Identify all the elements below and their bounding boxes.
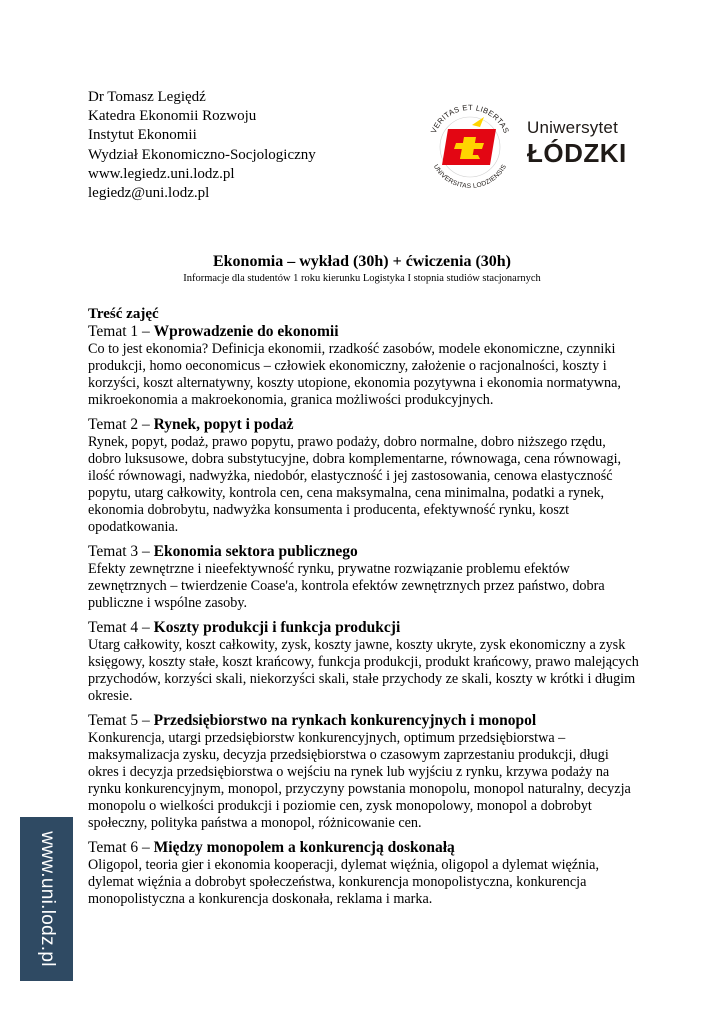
topic-heading (88, 712, 640, 730)
topic-title: Rynek, popyt i podaż (153, 416, 294, 433)
topic-1 (88, 323, 640, 409)
topic-title: Wprowadzenie do ekonomii (153, 323, 339, 340)
topic-2 (88, 416, 640, 536)
topic-6 (88, 839, 640, 908)
university-name-logo (527, 118, 627, 168)
seal-motto-top: VERITAS ET LIBERTAS (428, 102, 512, 135)
topic-heading (88, 619, 640, 637)
topic-4 (88, 619, 640, 705)
university-website-text: www.uni.lodz.pl (36, 831, 58, 967)
topic-body: Oligopol, teoria gier i ekonomia kooperacji, dylemat więźnia, oligopol a dylemat więźnia, dylemat więźnia a dobrobyt społeczeństwa, konkurencja monopolistyczna, konkurencja monopolistyczna a konkurencja doskonała, reklama i marka. (88, 857, 599, 907)
topic-title: Między monopolem a konkurencją doskonałą (153, 839, 455, 856)
topic-heading (88, 416, 640, 434)
topic-body: Utarg całkowity, koszt całkowity, zysk, koszty jawne, koszty ukryte, zysk ekonomiczny a zysk księgowy, koszty stałe, koszt krańcowy, funkcja produkcji, produkt krańcowy, prawo malejących przychodów, korzyści skali, niekorzyści skali, stałe przychody ze skali, koszty w krótki i długim okresie. (88, 637, 639, 704)
topic-prefix: Temat 6 – (88, 839, 154, 856)
topic-title: Ekonomia sektora publicznego (153, 543, 358, 560)
topic-body: Efekty zewnętrzne i nieefektywność rynku, prywatne rozwiązanie problemu efektów zewnętrznych – twierdzenie Coase'a, kontrola efektów zewnętrznych przez państwo, dobra publiczne i wspólne zasoby. (88, 561, 605, 611)
section-heading: Treść zajęć (88, 306, 159, 322)
topic-title: Koszty produkcji i funkcja produkcji (153, 619, 401, 636)
seal-motto-bottom: UNIVERSITAS LODZIENSIS (431, 163, 509, 191)
author-info (88, 88, 388, 203)
author-website: www.legiedz.uni.lodz.pl (88, 165, 235, 182)
topic-body: Rynek, popyt, podaż, prawo popytu, prawo podaży, dobro normalne, dobro niższego rzędu, dobro luksusowe, dobra substytucyjne, dobra komplementarne, równowaga, cena równowagi, ilość równowagi, nadwyżka, niedobór, elastyczność i jej zastosowania, cenowa elastyczność popytu, utarg całkowity, kontrola cen, cena maksymalna, cena minimalna, podatki a rynek, ekonomia dobrobytu, nadwyżka konsumenta i producenta, efektywność rynku, koszt opodatkowania. (88, 434, 622, 535)
topic-title: Przedsiębiorstwo na rynkach konkurencyjnych i monopol (153, 712, 537, 729)
author-department: Katedra Ekonomii Rozwoju (88, 108, 257, 125)
author-email: legiedz@uni.lodz.pl (88, 185, 210, 202)
university-name-line2: ŁÓDZKI (527, 138, 627, 168)
course-header (88, 252, 636, 286)
topic-prefix: Temat 4 – (88, 619, 154, 636)
topic-heading (88, 543, 640, 561)
course-content (88, 305, 640, 915)
course-subtitle: Informacje dla studentów 1 roku kierunku Logistyka I stopnia studiów stacjonarnych (183, 273, 541, 284)
topic-heading (88, 839, 640, 857)
topic-prefix: Temat 1 – (88, 323, 154, 340)
topic-body: Co to jest ekonomia? Definicja ekonomii, rzadkość zasobów, modele ekonomiczne, czynniki produkcji, homo oeconomicus – człowiek ekonomiczny, założenie o racjonalności, koszty i korzyści, koszt alternatywny, koszty utopione, ekonomia pozytywna i ekonomia normatywna, mikroekonomia a makroekonomia, granica możliwości produkcyjnych. (88, 341, 621, 408)
topic-heading (88, 323, 640, 341)
topic-prefix: Temat 5 – (88, 712, 154, 729)
author-faculty: Wydział Ekonomiczno-Socjologiczny (88, 146, 316, 163)
author-name: Dr Tomasz Legiędź (88, 89, 206, 105)
topic-prefix: Temat 3 – (88, 543, 154, 560)
topic-5 (88, 712, 640, 832)
topic-body: Konkurencja, utargi przedsiębiorstw konkurencyjnych, optimum przedsiębiorstwa – maksymalizacja zysku, decyzja przedsiębiorstwa o czasowym zaprzestaniu produkcji, długi okres i decyzja przedsiębiorstwa o wejściu na rynek lub wyjściu z rynku, krzywa podaży na rynku konkurencyjnym, monopol, przyczyny powstania monopolu, monopol naturalny, decyzja monopolu o wielkości produkcji i poziomie cen, zysk monopolowy, monopol a dobrobyt społeczny, polityka państwa a monopol, różnicowanie cen. (88, 730, 631, 831)
author-institute: Instytut Ekonomii (88, 127, 197, 144)
topic-prefix: Temat 2 – (88, 416, 154, 433)
university-website-band (20, 817, 73, 981)
university-name-line1: Uniwersytet (527, 118, 619, 137)
topic-3 (88, 543, 640, 612)
course-title: Ekonomia – wykład (30h) + ćwiczenia (30h) (212, 253, 511, 270)
university-seal-icon (420, 97, 520, 197)
